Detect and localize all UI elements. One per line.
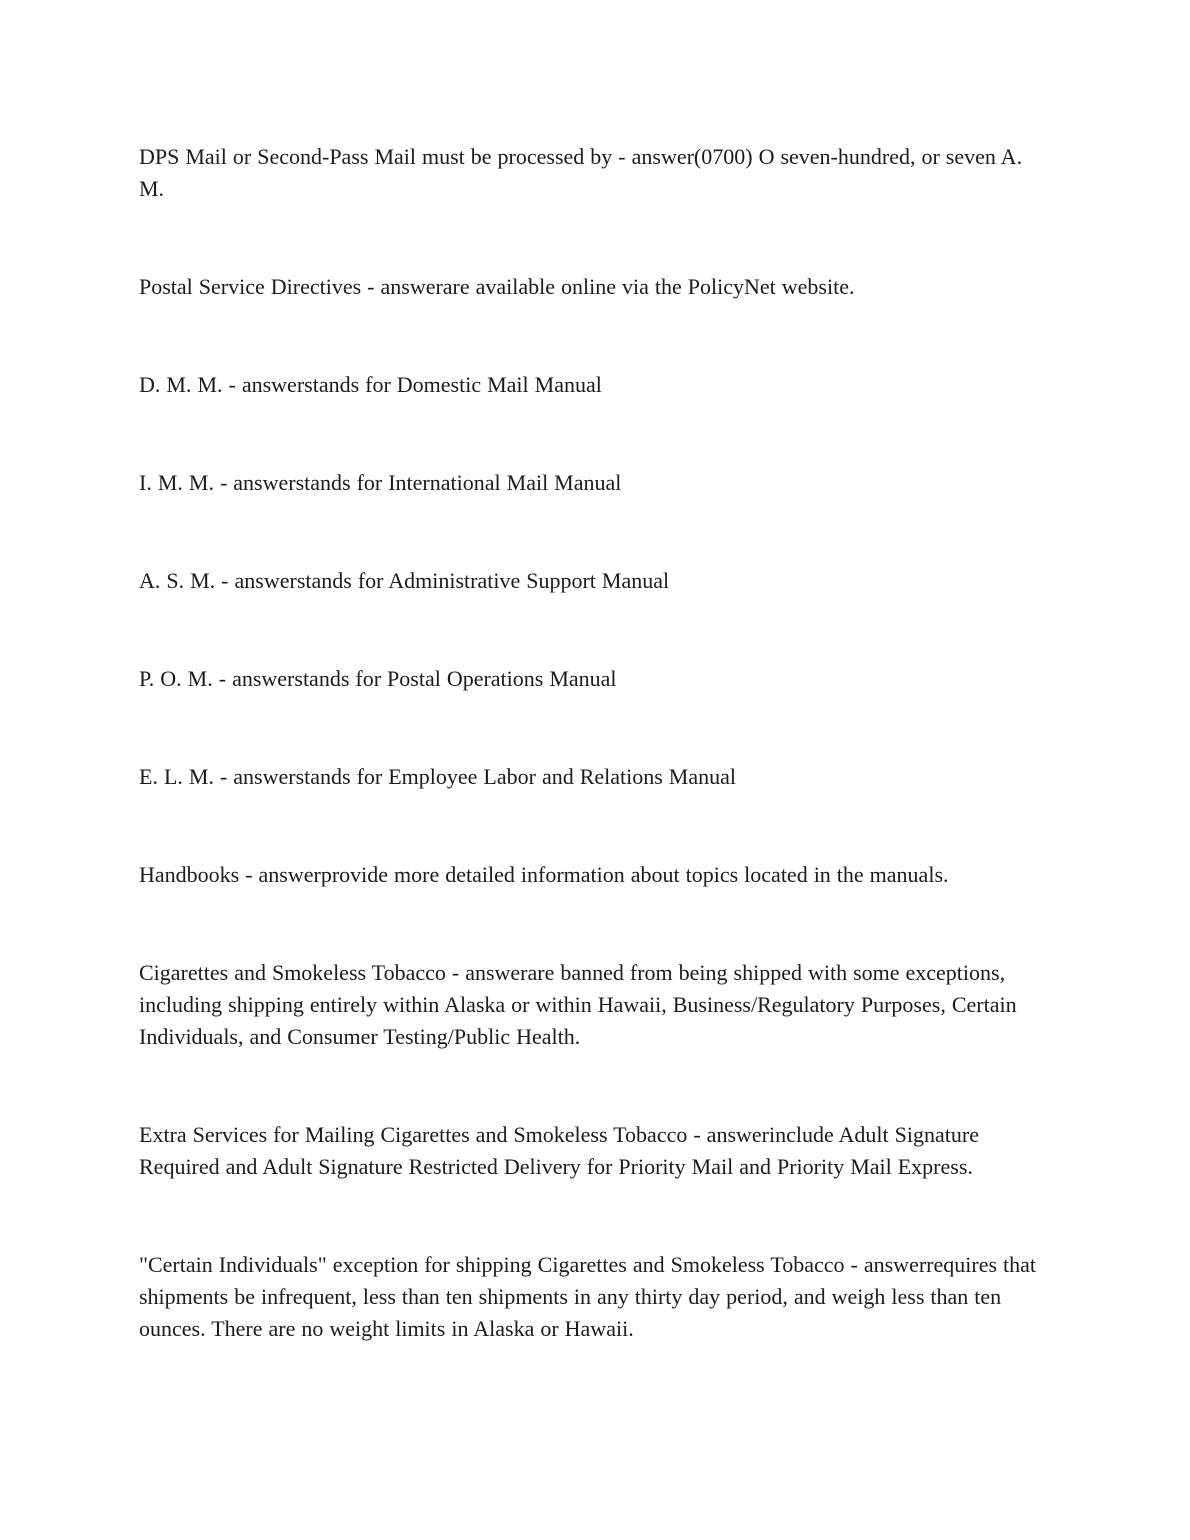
paragraph-imm: I. M. M. - answerstands for International Mail Manual [139, 470, 622, 495]
paragraph-cigarettes-tobacco-ban: Cigarettes and Smokeless Tobacco - answerare banned from being shipped with some exceptions, including shipping entirely within Alaska or within Hawaii, Business/Regulatory Purposes, Certain Individuals, and Consumer Testing/Public Health. [139, 960, 1017, 1049]
paragraph-elm: E. L. M. - answerstands for Employee Labor and Relations Manual [139, 764, 737, 789]
paragraph-postal-service-directives: Postal Service Directives - answerare available online via the PolicyNet website. [139, 274, 855, 299]
paragraph-handbooks: Handbooks - answerprovide more detailed information about topics located in the manuals. [139, 862, 949, 887]
paragraph-extra-services: Extra Services for Mailing Cigarettes and Smokeless Tobacco - answerinclude Adult Signature Required and Adult Signature Restricted Delivery for Priority Mail and Priority Mail Express. [139, 1122, 979, 1179]
document-body [139, 141, 1051, 1345]
paragraph-asm: A. S. M. - answerstands for Administrative Support Manual [139, 568, 670, 593]
paragraph-certain-individuals-exception: "Certain Individuals" exception for shipping Cigarettes and Smokeless Tobacco - answerrequires that shipments be infrequent, less than ten shipments in any thirty day period, and weigh less than ten ounces. There are no weight limits in Alaska or Hawaii. [139, 1252, 1037, 1341]
paragraph-dps-mail: DPS Mail or Second-Pass Mail must be processed by - answer(0700) O seven-hundred, or seven A. M. [139, 144, 1023, 201]
paragraph-pom: P. O. M. - answerstands for Postal Operations Manual [139, 666, 617, 691]
paragraph-dmm: D. M. M. - answerstands for Domestic Mail Manual [139, 372, 602, 397]
